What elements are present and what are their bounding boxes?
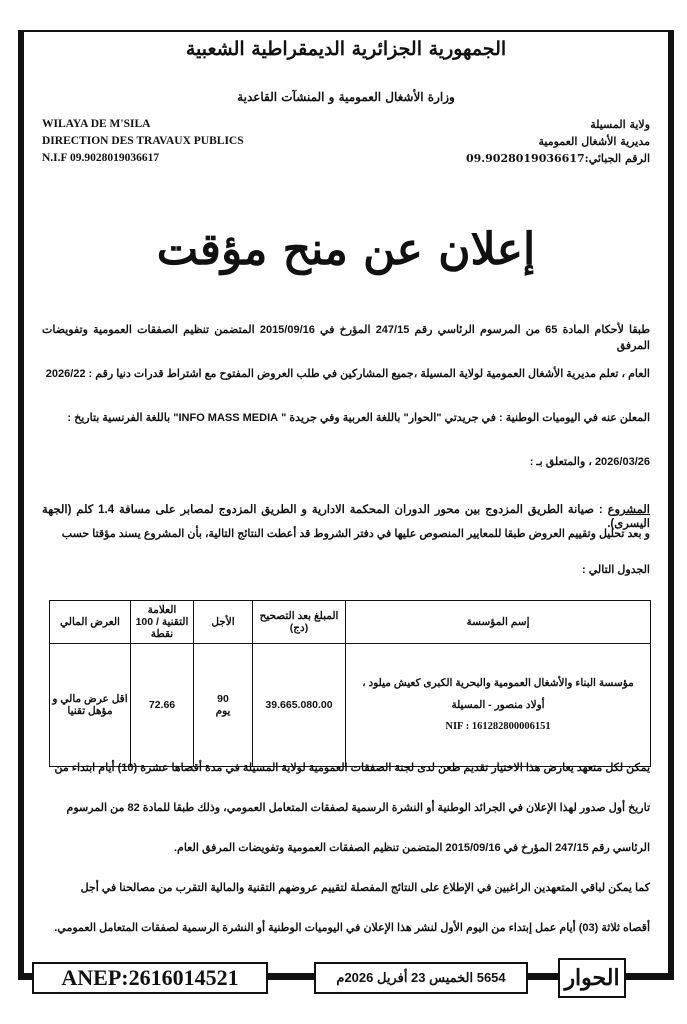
ar-direction: مديرية الأشغال العمومية [538, 135, 650, 148]
intro-line: طبقا لأحكام المادة 65 من المرسوم الرئاسي رقم 247/15 المؤرخ في 2015/09/16 المتضمن تنظيم الصفقات العمومية وتفويضات المرفق [42, 324, 651, 352]
newspaper-logo: الحوار [558, 958, 626, 998]
fr-direction: DIRECTION DES TRAVAUX PUBLICS [42, 135, 244, 147]
eval-line: و بعد تحليل وتقييم العروض طبقا للمعايير المنصوص عليها في دفتر الشروط قد أعطت النتائج التالية، بأن المشروع يسند مؤقتا حسب [61, 528, 650, 540]
issue-date: 5654 الخميس 23 أفريل 2026م [314, 962, 528, 994]
cell-company [346, 644, 651, 767]
th-duration: الأجل [194, 601, 253, 644]
table-row [50, 644, 651, 767]
intro-line: العام ، تعلم مديرية الأشغال العمومية لولاية المسيلة ،جميع المشاركين في طلب العروض المفتوح مع اشتراط قدرات دنيا رقم : 2026/22 [45, 368, 650, 380]
ministry-heading: وزارة الأشغال العمومية و المنشآت القاعدية [237, 90, 455, 104]
ar-nif: الرقم الجبائي:09.9028019036617 [466, 152, 650, 165]
ar-wilaya: ولاية المسيلة [590, 118, 650, 131]
intro-paragraph [42, 322, 650, 498]
cell-score: 72.66 [131, 644, 194, 767]
project-label: المشروع [607, 504, 650, 516]
french-issuer-block [42, 116, 244, 167]
th-financial-offer: العرض المالي [50, 601, 131, 644]
duration-value: 90 [217, 693, 229, 705]
anep-code: ANEP:2616014521 [32, 962, 268, 994]
appeal-line: يمكن لكل متعهد يعارض هذا الاختيار تقديم طعن لدى لجنة الصفقات العمومية لولاية المسيلة في مدة أقصاها عشرة (10) أيام ابتداء من [54, 762, 650, 774]
newspaper-footer [18, 962, 674, 994]
appeal-line: كما يمكن لباقي المتعهدين الراغبين في الإطلاع على النتائج المفصلة لتقييم عروضهم التقنية والمالية التقرب من مصالحنا في أجل [80, 882, 650, 894]
company-nif: NIF : 161282800006151 [445, 721, 551, 732]
cell-financial-offer [50, 644, 131, 767]
appeal-line: الرئاسي رقم 247/15 المؤرخ في 2015/09/16 المتضمن تنظيم الصفقات العمومية وتفويضات المرفق العام. [173, 842, 650, 854]
th-company: إسم المؤسسة [346, 601, 651, 644]
company-name: مؤسسة البناء والأشغال العمومية والبحرية الكبرى كعيش ميلود ، [362, 677, 634, 689]
offer-line: اقل عرض مالي و [52, 693, 128, 705]
table-header-row [50, 601, 651, 644]
offer-line: مؤهل تقنيا [67, 705, 113, 717]
cell-duration [194, 644, 253, 767]
fr-wilaya: WILAYA DE M'SILA [42, 118, 151, 130]
republic-heading: الجمهورية الجزائرية الديمقراطية الشعبية [185, 38, 507, 60]
intro-line: 2026/03/26 ، والمتعلق بـ : [529, 456, 650, 468]
arabic-issuer-block [466, 116, 650, 167]
th-score: العلامة التقنية / 100 نقطة [131, 601, 194, 644]
appeal-paragraph [42, 760, 650, 960]
evaluation-paragraph [42, 526, 650, 606]
appeal-line: تاريخ أول صدور لهذا الإعلان في الجرائد الوطنية أو النشرة الرسمية لصفقات المتعامل العمومي، وذلك طبقا للمادة 82 من المرسوم [66, 802, 650, 814]
duration-unit: يوم [215, 705, 231, 717]
fr-nif: N.I.F 09.9028019036617 [42, 152, 160, 164]
intro-line: المعلن عنه في اليوميات الوطنية : في جريدتي "الحوار" باللغة العربية وفي جريدة " INFO MASS MEDIA" باللغة الفرنسية بتاريخ : [67, 412, 650, 424]
appeal-line: أقصاه ثلاثة (03) أيام عمل إبتداء من اليوم الأول لنشر هذا الإعلان في اليوميات الوطنية أو النشرة الرسمية لصفقات المتعامل العمومي. [54, 922, 650, 934]
company-location: أولاد منصور - المسيلة [451, 699, 545, 711]
project-text: : صيانة الطريق المزدوج بين محور الدوران المحكمة الادارية و الطريق المزدوج لمصابر على مسافة 1.4 كلم (الجهة اليسرى). [42, 504, 650, 530]
announcement-frame [18, 30, 674, 977]
award-table [49, 600, 651, 767]
eval-line: الجدول التالي : [582, 564, 650, 576]
th-amount: المبلغ بعد التصحيح (دج) [253, 601, 346, 644]
cell-amount: 39.665.080.00 [253, 644, 346, 767]
announcement-title: إعلان عن منح مؤقت [156, 224, 536, 275]
